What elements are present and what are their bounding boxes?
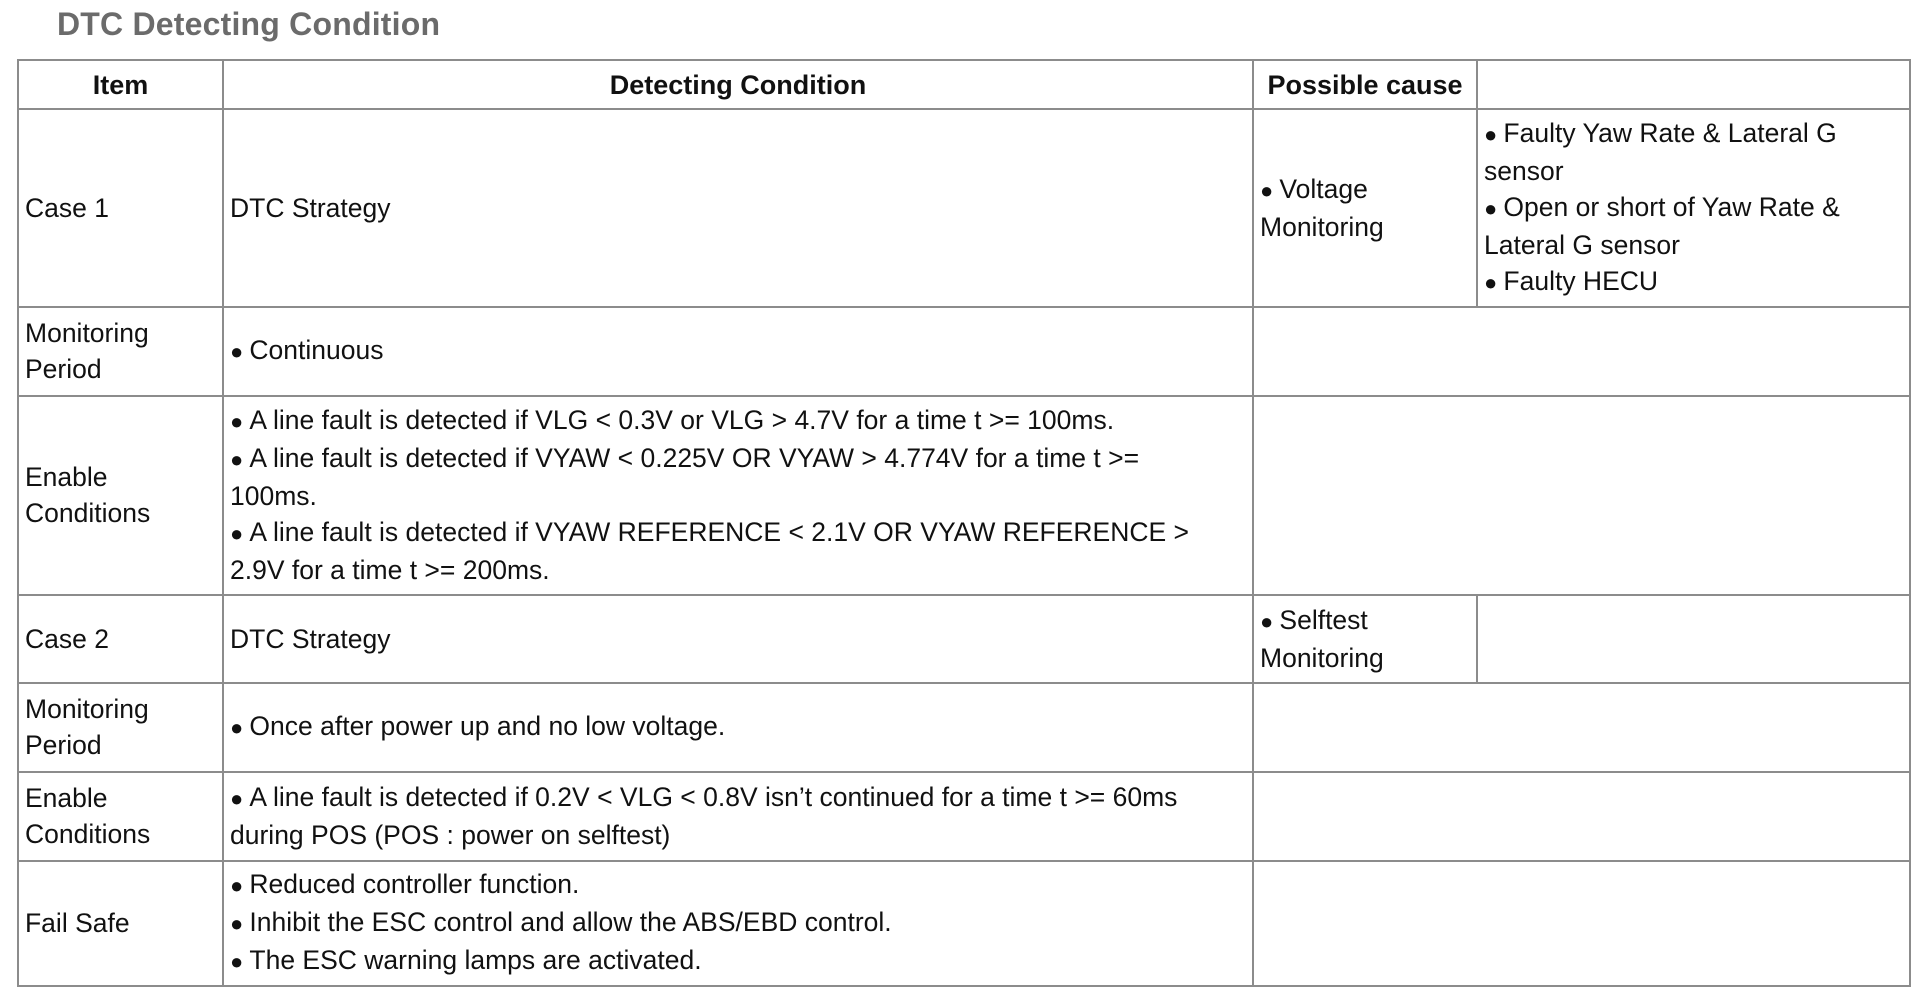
table-row-monitoring-period-2 [18,683,1910,772]
method-case-1 [1253,109,1477,307]
dtc-table [17,59,1911,987]
header-detecting-condition: Detecting Condition [223,60,1253,109]
item-enable-conditions-1-line-2: Conditions [25,498,151,528]
item-fail-safe: Fail Safe [18,861,223,986]
empty-cell [1253,307,1910,396]
cause-2-line-2: Lateral G sensor [1484,229,1680,260]
monitoring-period-1-text: ● Continuous [230,332,1246,370]
page-title: DTC Detecting Condition [57,6,441,42]
table-row-enable-conditions-1 [18,396,1910,595]
item-enable-conditions-2-line-1: Enable [25,783,108,813]
condition-monitoring-period-2 [223,683,1253,772]
table-row-enable-conditions-2 [18,772,1910,861]
condition-enable-conditions-2 [223,772,1253,861]
fail-safe-line-3: ● The ESC warning lamps are activated. [230,942,1246,980]
item-enable-conditions-2 [18,772,223,861]
cause-2-line-1: ● Open or short of Yaw Rate & [1484,189,1903,227]
item-monitoring-period-1-line-2: Period [25,354,102,384]
table-row-case-1 [18,109,1910,307]
method-case-1-line-1: ● Voltage [1260,171,1470,209]
method-case-2 [1253,595,1477,683]
condition-enable-conditions-1 [223,396,1253,595]
monitoring-period-2-text: ● Once after power up and no low voltage. [230,708,1246,746]
item-monitoring-period-2-line-2: Period [25,730,102,760]
item-case-2: Case 2 [18,595,223,683]
enable-1-line-4: ● A line fault is detected if VYAW REFERENCE < 2.1V OR VYAW REFERENCE > [230,514,1246,552]
item-enable-conditions-1 [18,396,223,595]
item-monitoring-period-1 [18,307,223,396]
table-header-row [18,60,1910,109]
table-row-fail-safe [18,861,1910,986]
enable-2-line-2: during POS (POS : power on selftest) [230,820,671,850]
item-monitoring-period-2 [18,683,223,772]
condition-case-2: DTC Strategy [223,595,1253,683]
enable-1-line-3: 100ms. [230,481,317,511]
enable-1-line-5: 2.9V for a time t >= 200ms. [230,555,550,585]
fail-safe-line-2: ● Inhibit the ESC control and allow the ABS/EBD control. [230,904,1246,942]
table-row-case-2 [18,595,1910,683]
possible-causes [1477,109,1910,307]
cause-1-line-2: sensor [1484,155,1564,186]
header-item: Item [18,60,223,109]
enable-1-line-2: ● A line fault is detected if VYAW < 0.225V OR VYAW > 4.774V for a time t >= [230,440,1246,478]
header-blank [1477,60,1910,109]
condition-fail-safe [223,861,1253,986]
item-monitoring-period-2-line-1: Monitoring [25,694,149,724]
item-enable-conditions-2-line-2: Conditions [25,819,151,849]
fail-safe-line-1: ● Reduced controller function. [230,866,1246,904]
item-monitoring-period-1-line-1: Monitoring [25,318,149,348]
cause-3-line-1: ● Faulty HECU [1484,263,1903,301]
header-possible-cause: Possible cause [1253,60,1477,109]
cause-1-line-1: ● Faulty Yaw Rate & Lateral G [1484,115,1903,153]
method-case-2-line-2: Monitoring [1260,642,1384,673]
empty-cell [1253,772,1910,861]
condition-case-1: DTC Strategy [223,109,1253,307]
method-case-1-line-2: Monitoring [1260,211,1384,242]
enable-2-line-1: ● A line fault is detected if 0.2V < VLG < 0.8V isn’t continued for a time t >= 60ms [230,779,1246,817]
table-row-monitoring-period-1 [18,307,1910,396]
item-enable-conditions-1-line-1: Enable [25,462,108,492]
item-case-1: Case 1 [18,109,223,307]
condition-monitoring-period-1 [223,307,1253,396]
empty-cell [1253,861,1910,986]
empty-cell [1253,396,1910,595]
method-case-2-line-1: ● Selftest [1260,602,1470,640]
empty-cell [1477,595,1910,683]
empty-cell [1253,683,1910,772]
enable-1-line-1: ● A line fault is detected if VLG < 0.3V or VLG > 4.7V for a time t >= 100ms. [230,402,1246,440]
